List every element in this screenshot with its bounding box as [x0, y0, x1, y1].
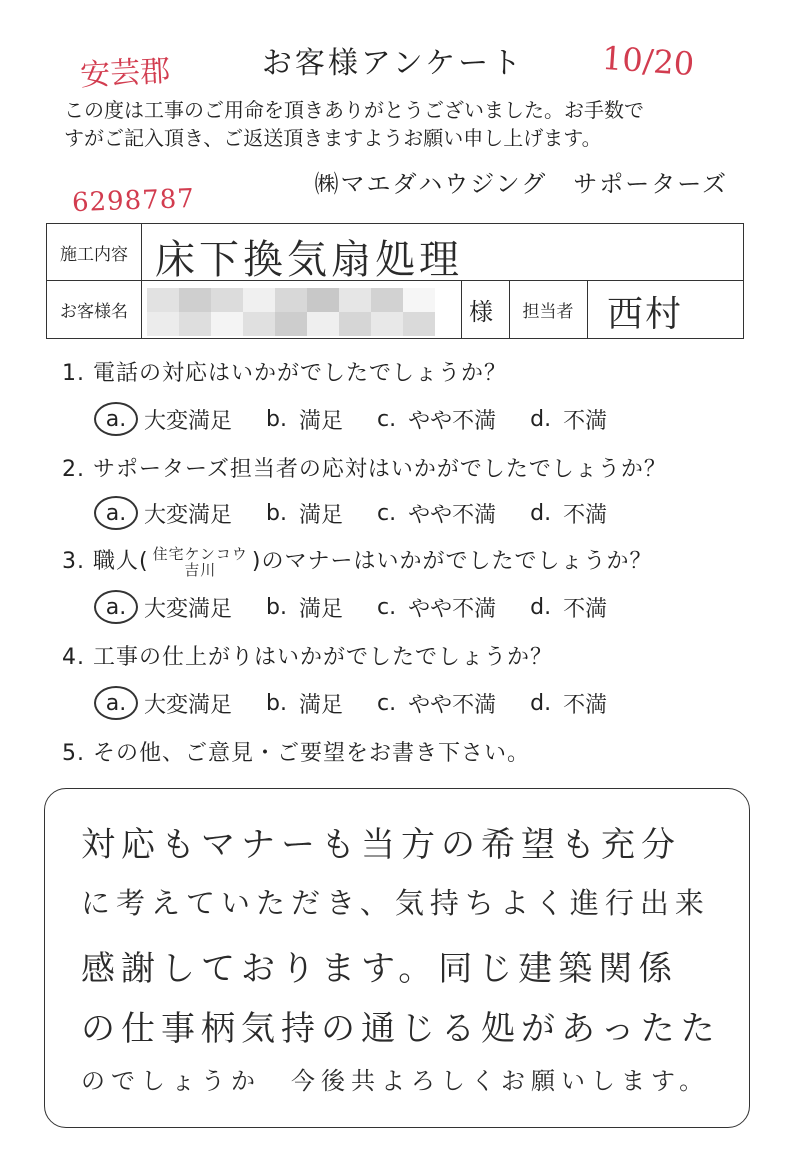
selected-circle: a. [94, 686, 138, 720]
option-a[interactable]: a. 大変満足 [100, 590, 232, 624]
option-c[interactable]: c. やや不満 [377, 594, 497, 622]
customer-name-label: お客様名 [60, 301, 128, 322]
intro-text [64, 96, 754, 152]
question-number: 2. [62, 457, 85, 482]
question-4 [62, 640, 553, 671]
handwritten-date: 10/20 [600, 38, 696, 84]
option-a[interactable]: a. 大変満足 [100, 686, 232, 720]
question-text: サポーターズ担当者の応対はいかがでしたでしょうか？ [93, 457, 667, 482]
question-text-before: 職人( [93, 549, 149, 574]
selected-circle: a. [94, 402, 138, 436]
option-a[interactable]: a. 大変満足 [100, 402, 232, 436]
craftsman-note: 住宅ケンコウ 吉川 [152, 545, 248, 579]
comment-box[interactable] [44, 788, 750, 1128]
intro-line: すがご記入頂き、ご返送頂きますようお願い申し上げます。 [64, 126, 602, 150]
question-2 [62, 452, 667, 483]
question-number: 5. [62, 741, 85, 766]
comment-line: に考えていただき、気持ちよく進行出来 [81, 886, 710, 920]
option-b[interactable]: b. 満足 [266, 406, 343, 434]
question-number: 4. [62, 645, 85, 670]
question-text: 工事の仕上がりはいかがでしたでしょうか？ [93, 645, 554, 670]
question-number: 3. [62, 549, 85, 574]
work-content-label: 施工内容 [60, 244, 128, 265]
option-d[interactable]: d. 不満 [530, 690, 608, 718]
selected-circle: a. [94, 496, 138, 530]
staff-label: 担当者 [522, 301, 574, 322]
question-3 [62, 544, 652, 578]
selected-circle: a. [94, 590, 138, 624]
question-1 [62, 356, 507, 387]
question-number: 1. [62, 361, 85, 386]
question-4-options [100, 686, 641, 720]
question-text: 電話の対応はいかがでしたでしょうか？ [93, 361, 508, 386]
customer-honorific: 様 [469, 298, 493, 326]
handwritten-district: 安芸郡 [79, 53, 172, 94]
question-5 [62, 736, 530, 767]
question-2-options [100, 496, 641, 530]
option-b[interactable]: b. 満足 [266, 594, 343, 622]
comment-line: 対応もマナーも当方の希望も充分 [81, 825, 681, 865]
comment-line: のでしょうか 今後共よろしくお願いします。 [81, 1067, 710, 1095]
option-c[interactable]: c. やや不満 [377, 690, 497, 718]
intro-line: この度は工事のご用命を頂きありがとうございました。お手数で [64, 98, 644, 122]
option-d[interactable]: d. 不満 [530, 406, 608, 434]
staff-value: 西村 [607, 294, 684, 335]
option-c[interactable]: c. やや不満 [377, 500, 497, 528]
option-b[interactable]: b. 満足 [266, 500, 343, 528]
company-name: ㈱マエダハウジング サポーターズ [314, 170, 728, 198]
option-a[interactable]: a. 大変満足 [100, 496, 232, 530]
question-text-after: )のマナーはいかがでしたでしょうか？ [251, 549, 653, 574]
option-b[interactable]: b. 満足 [266, 690, 343, 718]
question-1-options [100, 402, 641, 436]
comment-line: 感謝しております。同じ建築関係 [81, 949, 679, 989]
option-d[interactable]: d. 不満 [530, 594, 608, 622]
page-title: お客様アンケート [261, 46, 525, 81]
handwritten-number: 6298787 [71, 183, 196, 219]
question-3-options [100, 590, 641, 624]
work-content-value: 床下換気扇処理 [155, 237, 463, 283]
info-table [46, 223, 744, 339]
option-c[interactable]: c. やや不満 [377, 406, 497, 434]
option-d[interactable]: d. 不満 [530, 500, 608, 528]
comment-line: の仕事柄気持の通じる処があったた [81, 1009, 721, 1049]
question-text: その他、ご意見・ご要望をお書き下さい。 [93, 741, 531, 766]
